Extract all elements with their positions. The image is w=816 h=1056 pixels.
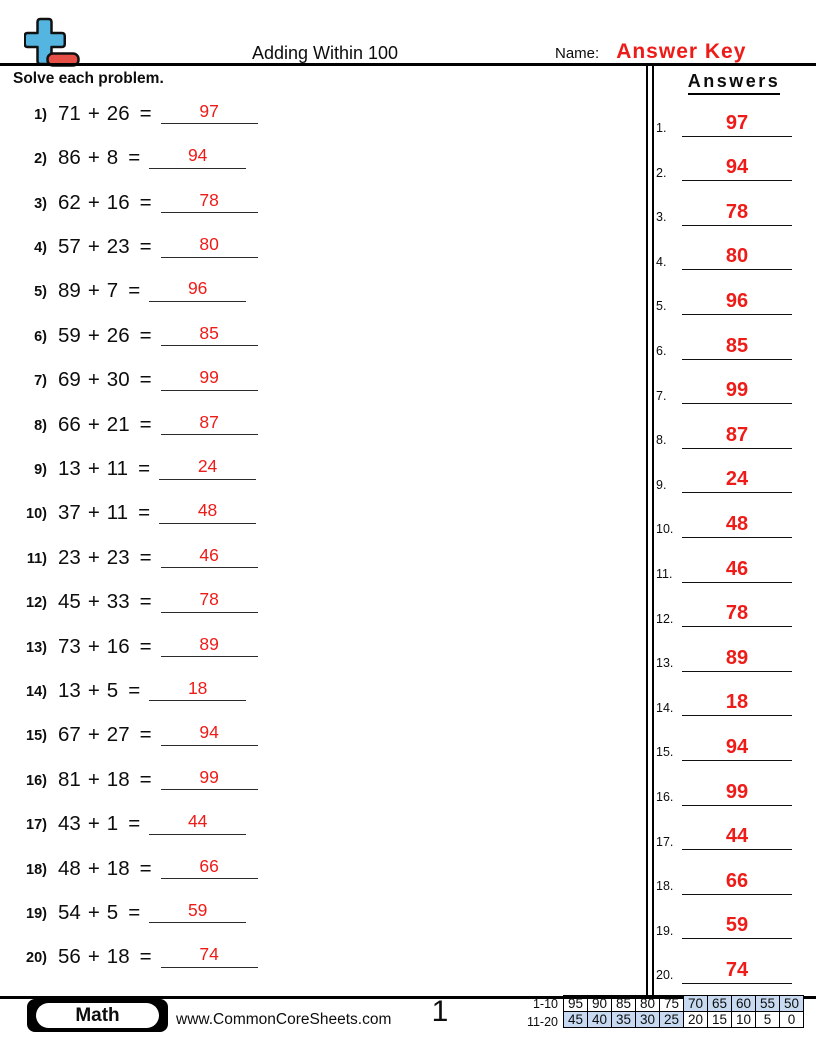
plus-operator: + xyxy=(87,856,100,880)
problem-number: 18) xyxy=(26,861,47,878)
operand-a: 23 xyxy=(58,545,81,569)
answer-blank[interactable] xyxy=(149,147,246,169)
equals-sign: = xyxy=(139,101,152,125)
answer-value: 78 xyxy=(199,589,219,610)
answer-value: 94 xyxy=(725,735,749,758)
operand-b: 16 xyxy=(106,634,130,658)
operand-a: 89 xyxy=(58,279,81,303)
problem-number: 12) xyxy=(26,595,47,612)
plus-operator: + xyxy=(87,590,100,614)
operand-b: 5 xyxy=(106,900,119,924)
answer-value: 66 xyxy=(725,869,749,892)
operand-a: 45 xyxy=(58,590,81,614)
grade-range-label: 11-20 xyxy=(526,1015,558,1029)
problem-row xyxy=(0,701,640,745)
equals-sign: = xyxy=(128,900,141,924)
operand-a: 81 xyxy=(58,767,81,791)
answer-number: 14. xyxy=(656,700,674,715)
operand-b: 21 xyxy=(106,412,130,436)
answer-value: 59 xyxy=(187,899,208,920)
answer-blank[interactable] xyxy=(161,766,258,791)
problem-row xyxy=(0,923,640,967)
answer-line[interactable] xyxy=(682,648,792,672)
grade-cell: 40 xyxy=(588,1012,612,1028)
problem-row xyxy=(0,613,640,657)
problem-row xyxy=(0,258,640,302)
problem-number: 8) xyxy=(34,417,47,434)
answer-blank[interactable] xyxy=(159,458,256,480)
plus-operator: + xyxy=(87,457,100,481)
answer-number: 10. xyxy=(656,522,674,537)
operand-b: 18 xyxy=(106,856,130,880)
operand-a: 56 xyxy=(58,945,81,969)
answer-blank[interactable] xyxy=(161,411,258,436)
equals-sign: = xyxy=(128,678,141,702)
problem-number: 14) xyxy=(26,683,47,700)
problem-row xyxy=(0,746,640,790)
problem-number: 5) xyxy=(34,284,47,301)
plus-operator: + xyxy=(87,501,100,525)
answer-entry xyxy=(650,315,816,360)
website-url: www.CommonCoreSheets.com xyxy=(176,1011,392,1028)
problem-row xyxy=(0,124,640,168)
answer-value: 46 xyxy=(199,544,219,565)
problem-row xyxy=(0,524,640,568)
operand-a: 67 xyxy=(58,723,81,747)
answer-entry xyxy=(650,404,816,449)
operand-b: 8 xyxy=(106,146,119,170)
answers-list xyxy=(650,92,816,984)
answer-value: 46 xyxy=(725,557,749,580)
answer-entry xyxy=(650,538,816,583)
equals-sign: = xyxy=(139,945,152,969)
operand-b: 16 xyxy=(106,190,130,214)
answer-number: 8. xyxy=(656,433,667,448)
problem-number: 9) xyxy=(34,462,47,479)
answer-line[interactable] xyxy=(682,871,792,895)
answer-line[interactable] xyxy=(682,782,792,806)
plus-operator: + xyxy=(87,190,100,214)
problem-row xyxy=(0,346,640,390)
answer-value: 74 xyxy=(725,958,749,981)
answer-value: 97 xyxy=(199,100,219,121)
operand-b: 26 xyxy=(106,101,130,125)
equals-sign: = xyxy=(128,812,141,836)
answer-value: 85 xyxy=(725,334,749,357)
problem-number: 7) xyxy=(34,373,47,390)
problem-row xyxy=(0,435,640,479)
answer-entry xyxy=(650,270,816,315)
answer-blank[interactable] xyxy=(161,189,258,214)
operand-a: 69 xyxy=(58,368,81,392)
equals-sign: = xyxy=(139,545,152,569)
operand-b: 23 xyxy=(106,545,130,569)
answer-value: 74 xyxy=(199,944,219,965)
operand-b: 1 xyxy=(106,812,119,836)
answer-entry xyxy=(650,939,816,984)
answer-entry xyxy=(650,627,816,672)
answer-entry xyxy=(650,583,816,628)
operand-a: 13 xyxy=(58,457,81,481)
answer-value: 87 xyxy=(199,411,219,432)
grade-cell: 55 xyxy=(756,996,780,1012)
answer-entry xyxy=(650,92,816,137)
plus-operator: + xyxy=(87,634,100,658)
answer-value: 96 xyxy=(187,278,208,299)
answer-entry xyxy=(650,761,816,806)
problem-row xyxy=(0,657,640,701)
answer-line[interactable] xyxy=(682,380,792,404)
answer-line[interactable] xyxy=(682,469,792,493)
answer-value: 89 xyxy=(725,646,749,669)
answer-number: 16. xyxy=(656,790,674,804)
answer-entry xyxy=(650,716,816,761)
answer-number: 1. xyxy=(656,121,667,136)
equals-sign: = xyxy=(138,501,151,525)
answer-value: 96 xyxy=(725,289,749,312)
answer-entry xyxy=(650,672,816,717)
plus-operator: + xyxy=(87,235,100,259)
operand-a: 59 xyxy=(58,323,81,347)
plus-operator: + xyxy=(87,545,100,569)
operand-b: 18 xyxy=(106,945,130,969)
operand-a: 43 xyxy=(58,812,81,836)
answer-blank[interactable] xyxy=(161,369,258,391)
operand-a: 62 xyxy=(58,190,81,214)
operand-a: 71 xyxy=(58,101,81,125)
grade-range-label: 1-10 xyxy=(532,997,558,1011)
answer-line[interactable] xyxy=(682,246,792,270)
grade-cell: 20 xyxy=(684,1012,708,1028)
equals-sign: = xyxy=(139,634,152,658)
plus-operator: + xyxy=(87,323,100,347)
problem-row xyxy=(0,879,640,923)
answer-number: 3. xyxy=(656,210,667,225)
plus-operator: + xyxy=(87,412,100,436)
answer-blank[interactable] xyxy=(149,677,246,702)
answer-value: 66 xyxy=(199,855,219,876)
answer-blank[interactable] xyxy=(161,236,258,258)
answer-line[interactable] xyxy=(682,960,792,984)
grade-cell: 45 xyxy=(564,1012,588,1028)
grade-cell: 35 xyxy=(612,1012,636,1028)
answer-entry xyxy=(650,806,816,851)
operand-a: 66 xyxy=(58,412,81,436)
answer-number: 5. xyxy=(656,299,667,314)
answer-entry xyxy=(650,895,816,940)
answer-value: 44 xyxy=(725,825,749,848)
answer-line[interactable] xyxy=(682,692,792,716)
instructions-text: Solve each problem. xyxy=(13,70,164,87)
answer-number: 19. xyxy=(656,923,674,938)
operand-a: 37 xyxy=(58,501,81,525)
grading-table xyxy=(563,995,804,1028)
answer-blank[interactable] xyxy=(149,813,246,835)
answer-blank[interactable] xyxy=(161,724,258,746)
answer-line[interactable] xyxy=(682,603,792,627)
answer-number: 6. xyxy=(656,344,667,359)
grade-cell: 0 xyxy=(780,1012,804,1028)
equals-sign: = xyxy=(138,457,151,481)
answer-value: 44 xyxy=(187,811,208,832)
answer-value: 97 xyxy=(725,111,749,134)
grade-cell: 60 xyxy=(732,996,756,1012)
problem-number: 11) xyxy=(26,550,47,567)
problem-number: 1) xyxy=(34,106,47,123)
answer-blank[interactable] xyxy=(161,946,258,968)
operand-a: 13 xyxy=(58,678,81,702)
answer-entry xyxy=(650,226,816,271)
operand-a: 48 xyxy=(58,856,81,880)
grade-cell: 30 xyxy=(636,1012,660,1028)
answer-value: 59 xyxy=(725,914,749,937)
answer-entry xyxy=(650,449,816,494)
answer-value: 94 xyxy=(199,722,219,743)
answer-line[interactable] xyxy=(682,202,792,226)
answer-line[interactable] xyxy=(682,514,792,538)
answer-value: 87 xyxy=(725,423,749,446)
answer-line[interactable] xyxy=(682,559,792,583)
problem-number: 10) xyxy=(26,506,47,523)
answer-blank[interactable] xyxy=(161,322,258,347)
subject-badge xyxy=(27,999,168,1032)
operand-b: 26 xyxy=(106,323,130,347)
problem-row xyxy=(0,391,640,435)
answer-entry xyxy=(650,850,816,895)
problem-row xyxy=(0,213,640,257)
answer-line[interactable] xyxy=(682,336,792,360)
answer-entry xyxy=(650,493,816,538)
problem-row xyxy=(0,80,640,124)
plus-operator: + xyxy=(87,767,100,791)
plus-operator: + xyxy=(87,723,100,747)
answer-number: 11. xyxy=(656,567,673,582)
grade-cell: 75 xyxy=(660,996,684,1012)
grade-cell: 15 xyxy=(708,1012,732,1028)
problems-list xyxy=(0,80,640,968)
operand-b: 30 xyxy=(106,368,130,392)
grade-row xyxy=(564,996,804,1012)
answer-value: 78 xyxy=(725,602,749,625)
operand-b: 23 xyxy=(106,235,130,259)
answer-line[interactable] xyxy=(682,826,792,850)
plus-operator: + xyxy=(87,812,100,836)
name-field xyxy=(555,40,746,64)
equals-sign: = xyxy=(139,412,152,436)
problem-number: 13) xyxy=(26,639,47,656)
grade-cell: 85 xyxy=(612,996,636,1012)
answer-value: 18 xyxy=(187,677,208,698)
grade-cell: 25 xyxy=(660,1012,684,1028)
equals-sign: = xyxy=(139,190,152,214)
problem-row xyxy=(0,835,640,879)
answer-value: 99 xyxy=(199,367,219,388)
operand-b: 7 xyxy=(106,279,119,303)
grade-range-labels xyxy=(498,995,558,1031)
answer-value: 99 xyxy=(725,780,749,803)
answer-value: 99 xyxy=(199,766,219,787)
answer-line[interactable] xyxy=(682,291,792,315)
plus-operator: + xyxy=(87,279,100,303)
operand-b: 18 xyxy=(106,767,130,791)
answer-blank[interactable] xyxy=(161,544,258,569)
answer-value: 78 xyxy=(199,189,219,210)
problem-row xyxy=(0,302,640,346)
problem-number: 16) xyxy=(26,772,47,789)
answer-blank[interactable] xyxy=(159,502,256,524)
answer-value: 48 xyxy=(725,512,749,535)
answer-value: 18 xyxy=(725,691,749,714)
answer-entry xyxy=(650,181,816,226)
grade-row xyxy=(564,1012,804,1028)
problem-number: 15) xyxy=(26,728,47,745)
problem-number: 4) xyxy=(34,240,47,257)
equals-sign: = xyxy=(139,723,152,747)
problem-number: 2) xyxy=(34,151,47,168)
problem-number: 3) xyxy=(34,195,47,212)
answer-value: 94 xyxy=(187,145,208,166)
problem-row xyxy=(0,169,640,213)
operand-b: 11 xyxy=(106,501,129,525)
problem-number: 19) xyxy=(26,905,47,922)
equals-sign: = xyxy=(139,235,152,259)
equals-sign: = xyxy=(128,279,141,303)
operand-b: 27 xyxy=(106,723,130,747)
answer-value: 48 xyxy=(197,500,218,521)
answer-entry xyxy=(650,137,816,182)
equals-sign: = xyxy=(128,146,141,170)
problem-row xyxy=(0,568,640,612)
operand-a: 57 xyxy=(58,235,81,259)
answer-value: 85 xyxy=(199,322,219,343)
plus-operator: + xyxy=(87,945,100,969)
grade-cell: 90 xyxy=(588,996,612,1012)
equals-sign: = xyxy=(139,767,152,791)
answer-line[interactable] xyxy=(682,915,792,939)
answer-blank[interactable] xyxy=(161,633,258,658)
problem-number: 6) xyxy=(34,328,47,345)
operand-b: 5 xyxy=(106,678,119,702)
answer-number: 20. xyxy=(656,968,674,983)
answer-blank[interactable] xyxy=(149,280,246,302)
grade-cell: 50 xyxy=(780,996,804,1012)
answer-blank[interactable] xyxy=(161,855,258,880)
answer-line[interactable] xyxy=(682,737,792,761)
problem-row xyxy=(0,790,640,834)
operand-b: 33 xyxy=(106,590,130,614)
plus-operator: + xyxy=(87,101,100,125)
plus-operator: + xyxy=(87,146,100,170)
operand-a: 86 xyxy=(58,146,81,170)
answer-line[interactable] xyxy=(682,113,792,137)
plus-operator: + xyxy=(87,678,100,702)
problem-row xyxy=(0,480,640,524)
answer-number: 2. xyxy=(656,165,667,180)
problem-number: 17) xyxy=(26,817,47,834)
subject-badge-label: Math xyxy=(36,1003,159,1028)
answer-value: 24 xyxy=(197,456,218,477)
grade-cell: 65 xyxy=(708,996,732,1012)
answer-number: 17. xyxy=(656,834,674,849)
grade-cell: 80 xyxy=(636,996,660,1012)
answer-value: 24 xyxy=(725,468,749,491)
operand-b: 11 xyxy=(106,457,129,481)
plus-operator: + xyxy=(87,368,100,392)
problem-number: 20) xyxy=(26,950,47,967)
worksheet-title: Adding Within 100 xyxy=(251,43,399,63)
answer-value: 80 xyxy=(725,245,749,268)
operand-a: 54 xyxy=(58,900,81,924)
answer-entry xyxy=(650,360,816,405)
equals-sign: = xyxy=(139,323,152,347)
header-rule xyxy=(0,63,816,66)
answer-value: 89 xyxy=(199,633,219,654)
page-number: 1 xyxy=(431,995,449,1028)
name-value[interactable]: Answer Key xyxy=(616,40,747,63)
answer-number: 9. xyxy=(656,477,667,492)
answer-value: 80 xyxy=(199,234,219,255)
answer-value: 94 xyxy=(725,156,749,179)
operand-a: 73 xyxy=(58,634,81,658)
answer-number: 7. xyxy=(656,388,667,403)
grade-cell: 10 xyxy=(732,1012,756,1028)
answers-title-text: Answers xyxy=(688,71,781,95)
answer-blank[interactable] xyxy=(161,591,258,613)
answer-blank[interactable] xyxy=(149,899,246,924)
answer-value: 78 xyxy=(725,200,749,223)
answer-number: 4. xyxy=(656,254,667,269)
answer-line[interactable] xyxy=(682,425,792,449)
equals-sign: = xyxy=(139,856,152,880)
name-label: Name: xyxy=(555,45,600,62)
answer-line[interactable] xyxy=(682,157,792,181)
answer-value: 99 xyxy=(725,379,749,402)
plus-operator: + xyxy=(87,900,100,924)
equals-sign: = xyxy=(139,590,152,614)
answer-number: 18. xyxy=(656,879,674,894)
answer-number: 15. xyxy=(656,745,674,760)
answer-number: 13. xyxy=(656,656,674,671)
answer-blank[interactable] xyxy=(161,100,258,125)
answer-number: 12. xyxy=(656,611,674,626)
grade-cell: 95 xyxy=(564,996,588,1012)
grade-cell: 5 xyxy=(756,1012,780,1028)
grade-cell: 70 xyxy=(684,996,708,1012)
equals-sign: = xyxy=(139,368,152,392)
